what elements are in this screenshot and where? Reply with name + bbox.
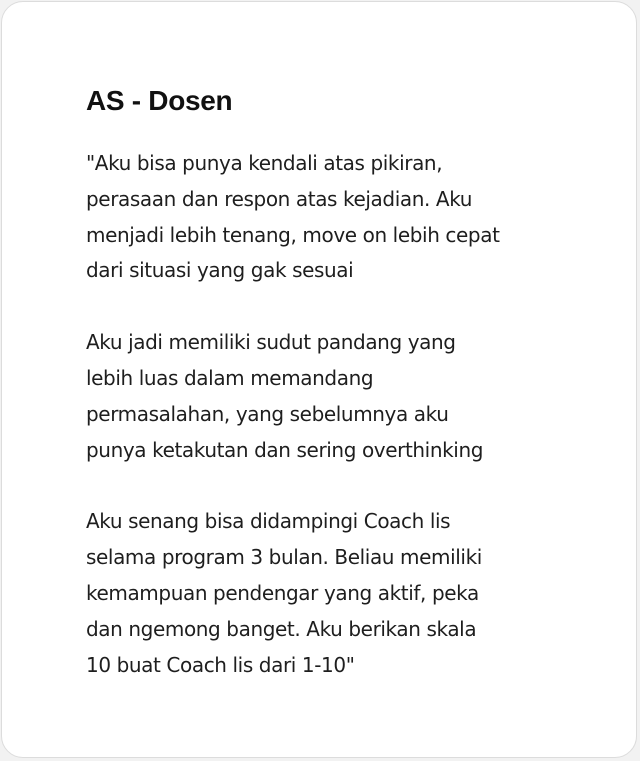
paragraph-line: "Aku bisa punya kendali atas pikiran, — [86, 151, 443, 175]
paragraph-line: perasaan dan respon atas kejadian. Aku — [86, 186, 473, 211]
paragraph-line: lebih luas dalam memandang — [86, 365, 374, 390]
paragraph-line: punya ketakutan dan sering overthinking — [86, 437, 484, 462]
testimonial-card — [1, 1, 637, 758]
paragraph-line: Aku senang bisa didampingi Coach lis — [86, 509, 451, 534]
testimonial-content — [86, 82, 566, 719]
paragraph-line: selama program 3 bulan. Beliau memiliki — [86, 545, 482, 570]
paragraph-line: 10 buat Coach lis dari 1-10" — [86, 652, 355, 677]
paragraph-line: menjadi lebih tenang, move on lebih cepat — [86, 222, 500, 247]
paragraph-line: dari situasi yang gak sesuai — [86, 258, 354, 283]
testimonial-paragraph-1 — [86, 146, 566, 289]
testimonial-paragraph-2 — [86, 325, 566, 468]
paragraph-line: kemampuan pendengar yang aktif, peka — [86, 580, 479, 605]
testimonial-author: AS - Dosen — [86, 85, 233, 116]
testimonial-paragraph-3 — [86, 504, 566, 683]
paragraph-line: permasalahan, yang sebelumnya aku — [86, 401, 449, 426]
paragraph-line: dan ngemong banget. Aku berikan skala — [86, 616, 477, 641]
paragraph-line: Aku jadi memiliki sudut pandang yang — [86, 330, 456, 355]
